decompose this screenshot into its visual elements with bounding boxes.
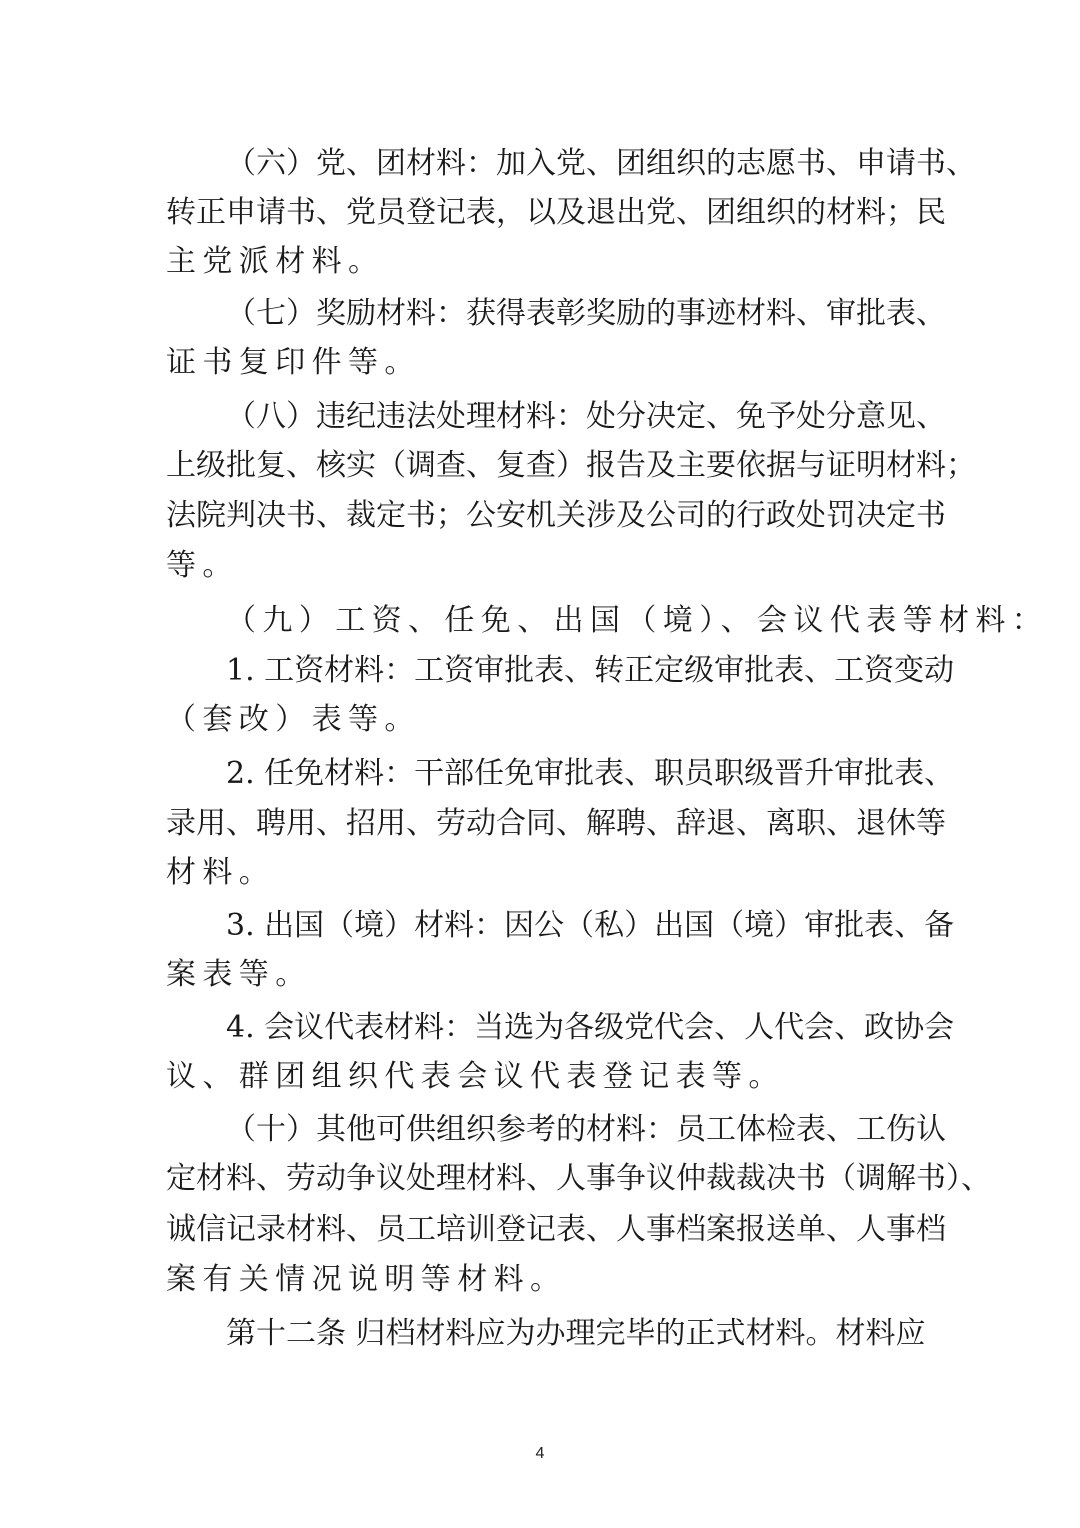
text-line: 第十二条 归档材料应为办理完毕的正式材料。材料应	[226, 1316, 926, 1351]
text-line: 法院判决书、裁定书；公安机关涉及公司的行政处罚决定书	[166, 498, 946, 533]
text-line: 案表等。	[166, 957, 312, 992]
text-line: 转正申请书、党员登记表，以及退出党、团组织的材料；民	[166, 195, 946, 230]
text-line: （七）奖励材料：获得表彰奖励的事迹材料、审批表、	[226, 296, 946, 331]
text-line: 案有关情况说明等材料。	[166, 1262, 567, 1297]
text-line: （六）党、团材料：加入党、团组织的志愿书、申请书、	[226, 146, 976, 181]
text-line: （套改）表等。	[166, 702, 421, 737]
text-line: 材料。	[166, 855, 276, 890]
text-line: 定材料、劳动争议处理材料、人事争议仲裁裁决书（调解书）、	[166, 1161, 991, 1196]
text-line: 诚信记录材料、员工培训登记表、人事档案报送单、人事档	[166, 1212, 946, 1247]
text-line: （八）违纪违法处理材料：处分决定、免予处分意见、	[226, 399, 946, 434]
text-line: 证书复印件等。	[166, 345, 421, 380]
text-line: 3. 出国（境）材料：因公（私）出国（境）审批表、备	[226, 908, 955, 943]
text-line: 等。	[166, 548, 239, 583]
text-line: （九）工资、任免、出国（境）、会议代表等材料：	[226, 603, 1049, 638]
text-line: 录用、聘用、招用、劳动合同、解聘、辞退、离职、退休等	[166, 806, 946, 841]
text-line: （十）其他可供组织参考的材料：员工体检表、工伤认	[226, 1112, 946, 1147]
text-line: 2. 任免材料：干部任免审批表、职员职级晋升审批表、	[226, 756, 955, 791]
text-line: 1. 工资材料：工资审批表、转正定级审批表、工资变动	[226, 653, 955, 688]
text-line: 议、群团组织代表会议代表登记表等。	[166, 1059, 785, 1094]
text-line: 4. 会议代表材料：当选为各级党代会、人代会、政协会	[226, 1010, 955, 1045]
text-line: 主党派材料。	[166, 244, 385, 279]
page-number: 4	[535, 1445, 545, 1462]
text-line: 上级批复、核实（调查、复查）报告及主要依据与证明材料；	[166, 448, 976, 483]
